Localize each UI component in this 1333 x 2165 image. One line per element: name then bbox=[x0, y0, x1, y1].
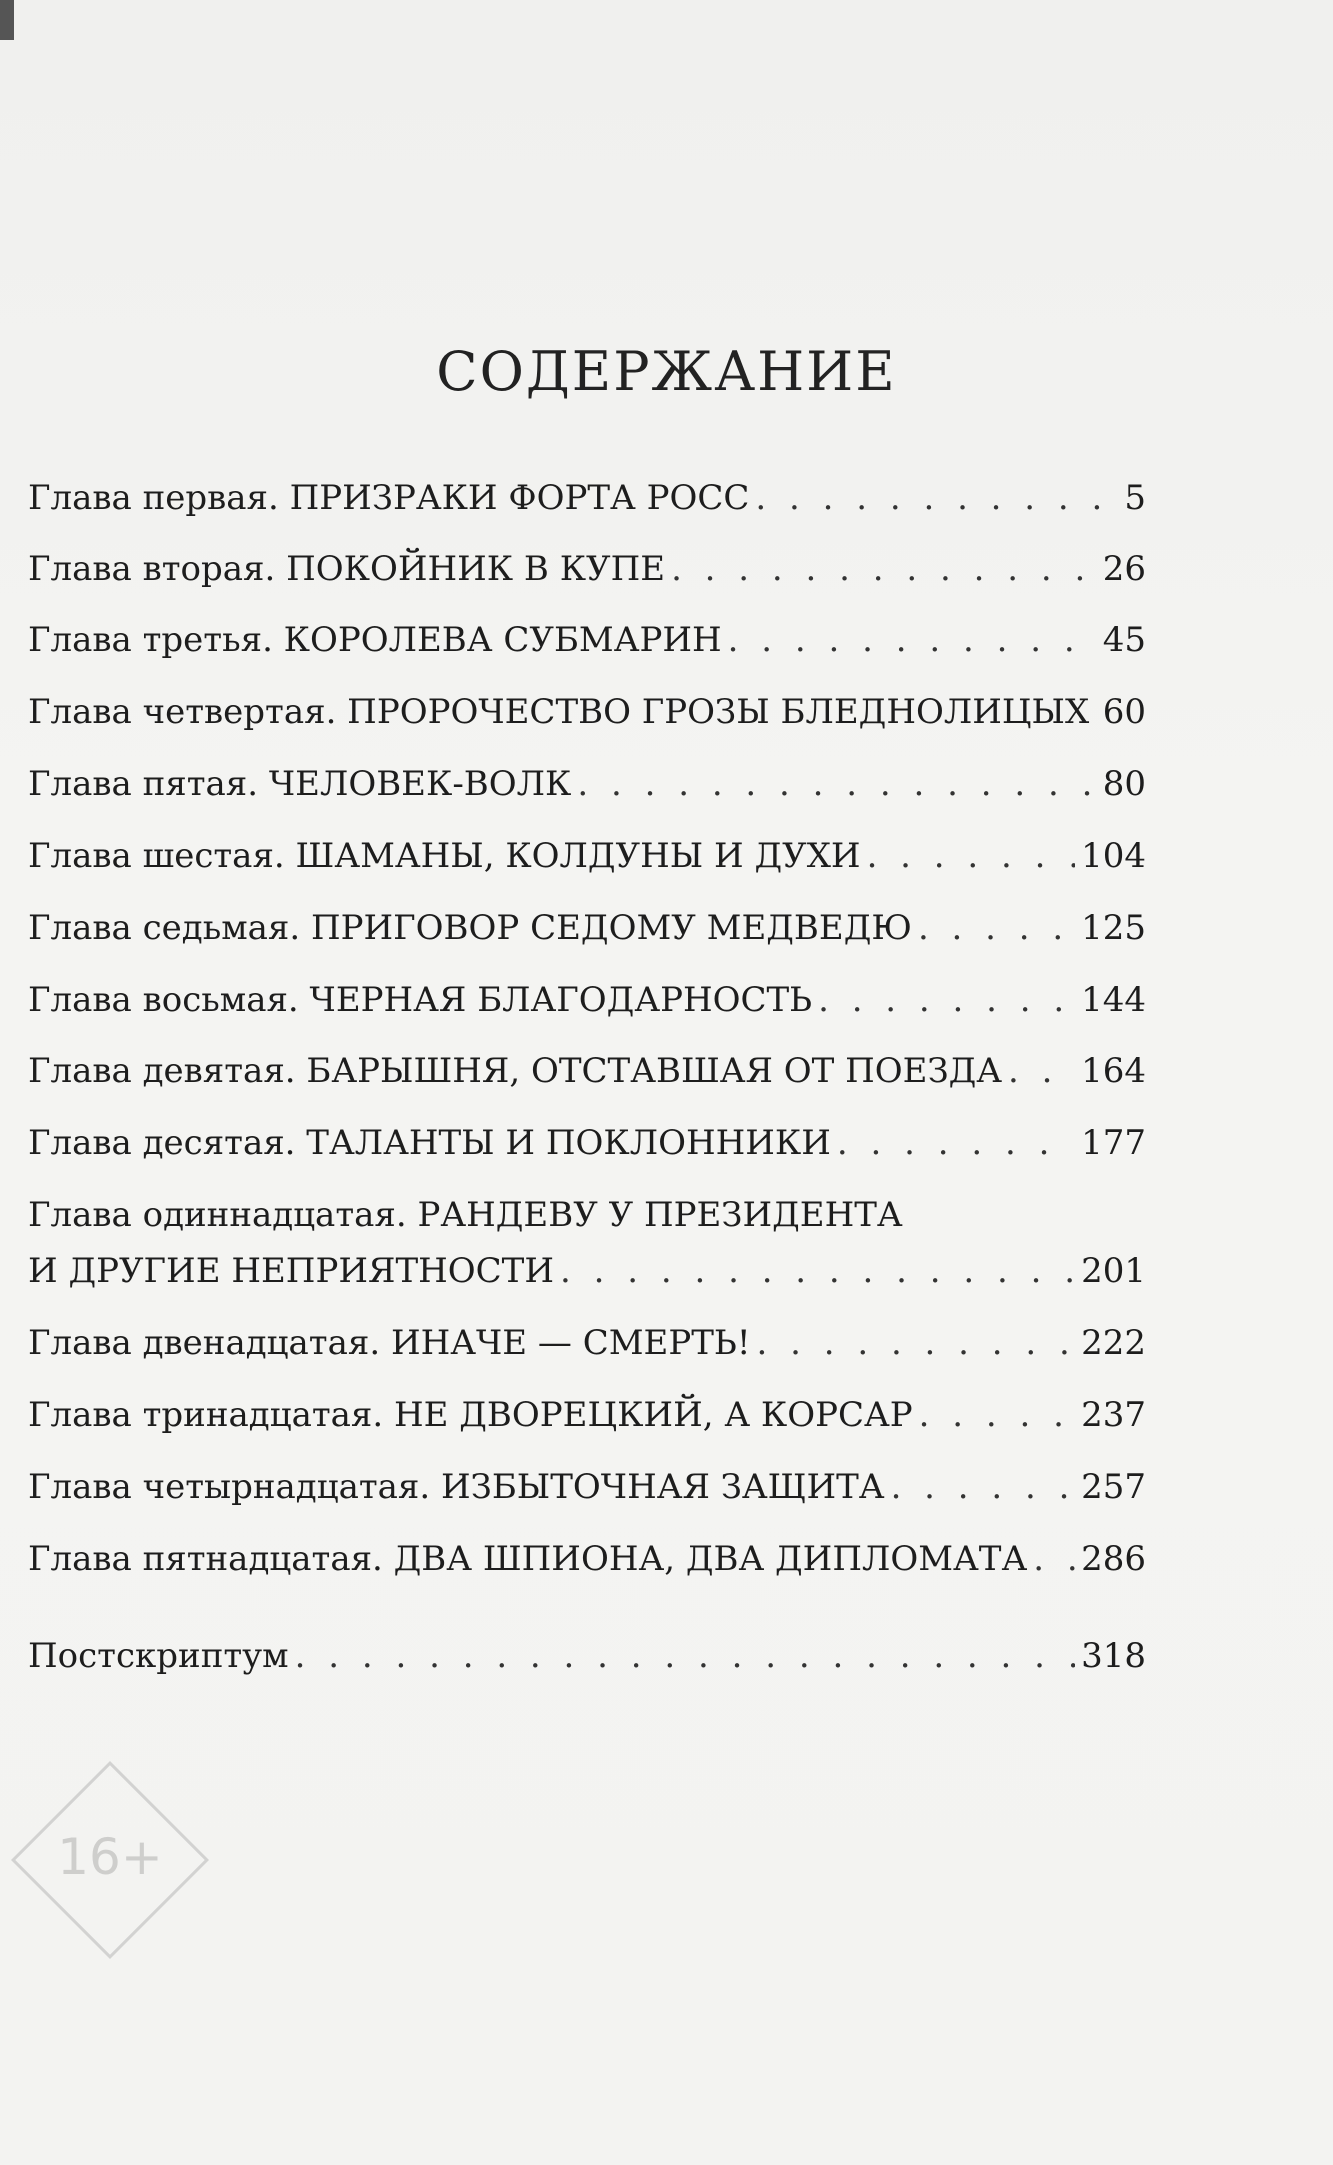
leader-dots bbox=[756, 1315, 1075, 1371]
toc-entry-16 bbox=[28, 1628, 1146, 1684]
leader-dots bbox=[671, 541, 1097, 597]
toc-entry-page: 26 bbox=[1102, 549, 1146, 589]
toc-entry-page: 222 bbox=[1081, 1323, 1146, 1363]
toc-entry-label: Глава девятая. БАРЫШНЯ, ОТСТАВШАЯ ОТ ПОЕЗДА bbox=[28, 1051, 1003, 1091]
leader-dots bbox=[919, 1387, 1075, 1443]
toc-entry-4 bbox=[28, 684, 1146, 740]
toc-entry-page: 5 bbox=[1124, 478, 1146, 518]
toc-entry-label: Глава двенадцатая. ИНАЧЕ — СМЕРТЬ! bbox=[28, 1323, 751, 1363]
toc-entry-1 bbox=[28, 470, 1146, 526]
toc-entry-page: 104 bbox=[1081, 836, 1146, 876]
toc-entry-label: Глава шестая. ШАМАНЫ, КОЛДУНЫ И ДУХИ bbox=[28, 836, 861, 876]
leader-dots bbox=[891, 1459, 1076, 1515]
toc-entry-2 bbox=[28, 541, 1146, 597]
leader-dots bbox=[837, 1115, 1075, 1171]
leader-dots bbox=[818, 972, 1075, 1028]
leader-dots bbox=[295, 1628, 1075, 1684]
toc-entry-page: 80 bbox=[1102, 764, 1146, 804]
leader-dots bbox=[577, 756, 1096, 812]
toc-entry-page: 164 bbox=[1081, 1051, 1146, 1091]
toc-entry-6 bbox=[28, 828, 1146, 884]
leader-dots bbox=[755, 470, 1118, 526]
toc-entry-3 bbox=[28, 612, 1146, 668]
toc-entry-page: 144 bbox=[1081, 980, 1146, 1020]
toc-entry-15 bbox=[28, 1531, 1146, 1587]
leader-dots bbox=[1033, 1531, 1075, 1587]
toc-entry-9 bbox=[28, 1043, 1146, 1099]
toc-entry-label: Глава четвертая. ПРОРОЧЕСТВО ГРОЗЫ БЛЕДНОЛИЦЫХ bbox=[28, 692, 1090, 732]
toc-entry-label-line2: И ДРУГИЕ НЕПРИЯТНОСТИ bbox=[28, 1251, 554, 1291]
toc-entry-7 bbox=[28, 900, 1146, 956]
toc-entry-13 bbox=[28, 1387, 1146, 1443]
toc-entry-8 bbox=[28, 972, 1146, 1028]
age-rating-text: 16+ bbox=[57, 1828, 163, 1886]
leader-dots bbox=[918, 900, 1075, 956]
toc-entry-page: 125 bbox=[1081, 908, 1146, 948]
leader-dots bbox=[1095, 684, 1097, 740]
toc-entry-5 bbox=[28, 756, 1146, 812]
toc-entry-page: 201 bbox=[1081, 1251, 1146, 1291]
toc-entry-page: 286 bbox=[1081, 1539, 1146, 1579]
toc-entry-label: Глава вторая. ПОКОЙНИК В КУПЕ bbox=[28, 549, 666, 589]
toc-entry-label: Постскриптум bbox=[28, 1636, 289, 1676]
toc-entry-label: Глава седьмая. ПРИГОВОР СЕДОМУ МЕДВЕДЮ bbox=[28, 908, 912, 948]
toc-entry-page: 257 bbox=[1081, 1467, 1146, 1507]
leader-dots bbox=[867, 828, 1076, 884]
toc-entry-page: 45 bbox=[1102, 620, 1146, 660]
page-corner-mark bbox=[0, 0, 14, 40]
toc-entry-11 bbox=[28, 1187, 1146, 1299]
toc-entry-10 bbox=[28, 1115, 1146, 1171]
toc-entry-14 bbox=[28, 1459, 1146, 1515]
toc-entry-label: Глава первая. ПРИЗРАКИ ФОРТА РОСС bbox=[28, 478, 750, 518]
page-title: СОДЕРЖАНИЕ bbox=[436, 340, 897, 403]
toc-entry-page: 237 bbox=[1081, 1395, 1146, 1435]
toc-entry-label: Глава восьмая. ЧЕРНАЯ БЛАГОДАРНОСТЬ bbox=[28, 980, 813, 1020]
toc-entry-label: Глава тринадцатая. НЕ ДВОРЕЦКИЙ, А КОРСАР bbox=[28, 1395, 913, 1435]
leader-dots bbox=[728, 612, 1097, 668]
leader-dots bbox=[560, 1243, 1075, 1299]
toc-entry-label: Глава четырнадцатая. ИЗБЫТОЧНАЯ ЗАЩИТА bbox=[28, 1467, 885, 1507]
toc-entry-label: Глава пятнадцатая. ДВА ШПИОНА, ДВА ДИПЛОМАТА bbox=[28, 1539, 1028, 1579]
toc-entry-page: 60 bbox=[1102, 692, 1146, 732]
toc-entry-page: 318 bbox=[1081, 1636, 1146, 1676]
toc-entry-label: Глава пятая. ЧЕЛОВЕК-ВОЛК bbox=[28, 764, 572, 804]
toc-entry-page: 177 bbox=[1081, 1123, 1146, 1163]
toc-entry-12 bbox=[28, 1315, 1146, 1371]
leader-dots bbox=[1008, 1043, 1075, 1099]
toc-entry-label: Глава третья. КОРОЛЕВА СУБМАРИН bbox=[28, 620, 722, 660]
toc-entry-label: Глава десятая. ТАЛАНТЫ И ПОКЛОННИКИ bbox=[28, 1123, 831, 1163]
toc-entry-label-line1: Глава одиннадцатая. РАНДЕВУ У ПРЕЗИДЕНТА bbox=[28, 1195, 903, 1235]
